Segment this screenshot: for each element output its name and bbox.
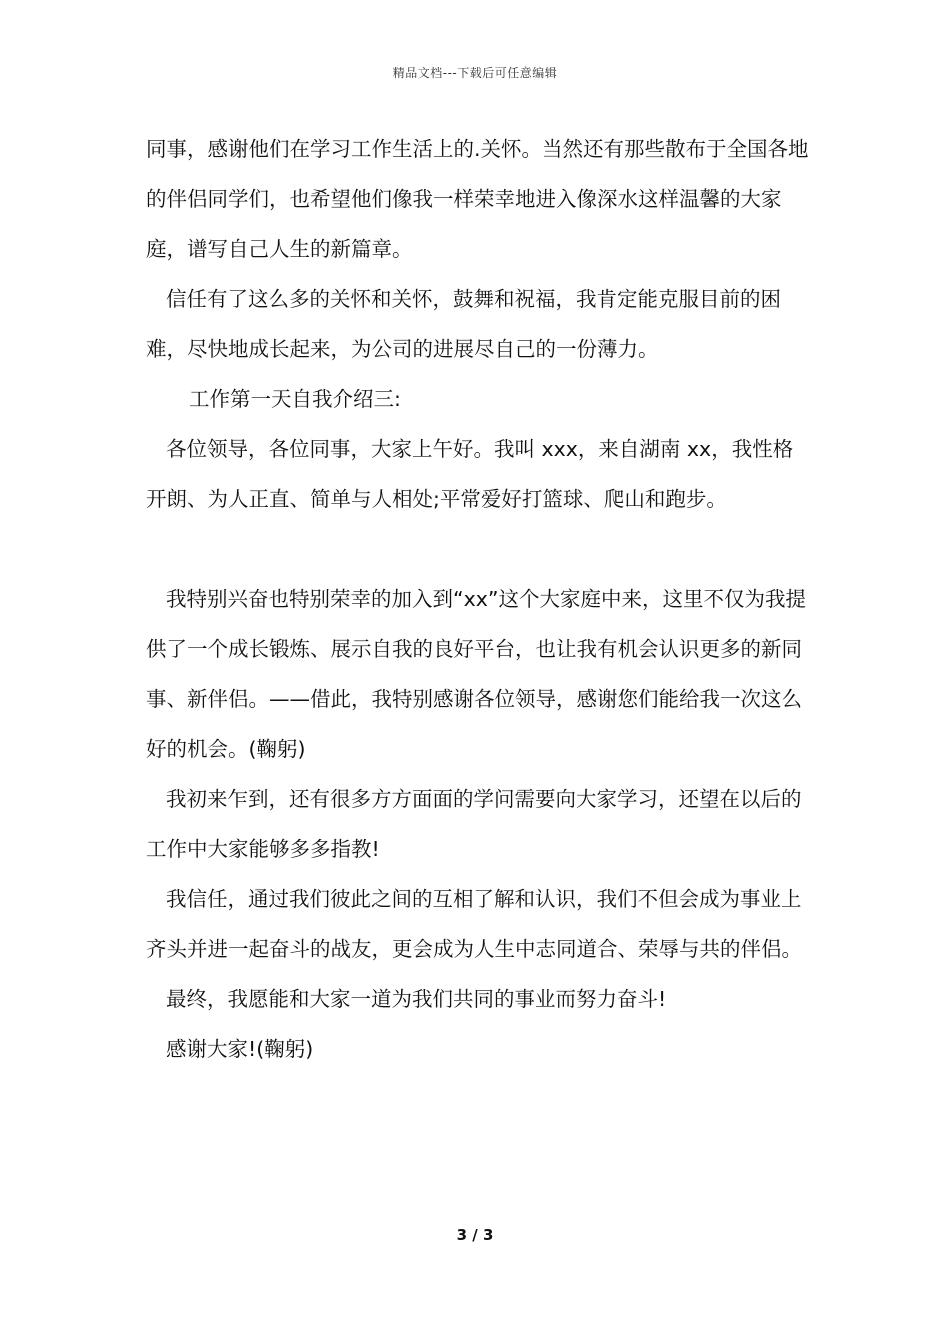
paragraph-newcomer: 我初来乍到，还有很多方方面面的学问需要向大家学习，还望在以后的工作中大家能够多多指教! — [146, 787, 802, 861]
paragraph-belief: 我信任，通过我们彼此之间的互相了解和认识，我们不但会成为事业上齐头并进一起奋斗的战友，更会成为人生中志同道合、荣辱与共的伴侣。 — [146, 887, 802, 961]
page-header: 精品文档---下载后可任意编辑 — [392, 66, 558, 80]
section-heading: 工作第一天自我介绍三: — [189, 387, 401, 411]
blank-line — [146, 524, 810, 574]
document-body — [146, 124, 810, 1074]
page-number: 3 / 3 — [456, 1226, 494, 1244]
paragraph-thanks: 感谢大家!(鞠躬) — [166, 1037, 314, 1061]
paragraph-confidence: 信任有了这么多的关怀和关怀，鼓舞和祝福，我肯定能克服目前的困难，尽快地成长起来，为公司的进展尽自己的一份薄力。 — [146, 287, 781, 361]
paragraph-colleagues-thanks: 同事，感谢他们在学习工作生活上的.关怀。当然还有那些散布于全国各地的伴侣同学们，也希望他们像我一样荣幸地进入像深水这样温馨的大家庭，谱写自己人生的新篇章。 — [146, 137, 809, 261]
paragraph-joining: 我特别兴奋也特别荣幸的加入到“xx”这个大家庭中来，这里不仅为我提供了一个成长锻炼、展示自我的良好平台，也让我有机会认识更多的新同事、新伴侣。——借此，我特别感谢各位领导，感谢您们能给我一次这么好的机会。(鞠躬) — [146, 587, 807, 761]
paragraph-closing-wish: 最终，我愿能和大家一道为我们共同的事业而努力奋斗! — [166, 987, 667, 1011]
paragraph-greeting: 各位领导，各位同事，大家上午好。我叫 xxx，来自湖南 xx，我性格开朗、为人正直、简单与人相处;平常爱好打篮球、爬山和跑步。 — [146, 437, 794, 511]
